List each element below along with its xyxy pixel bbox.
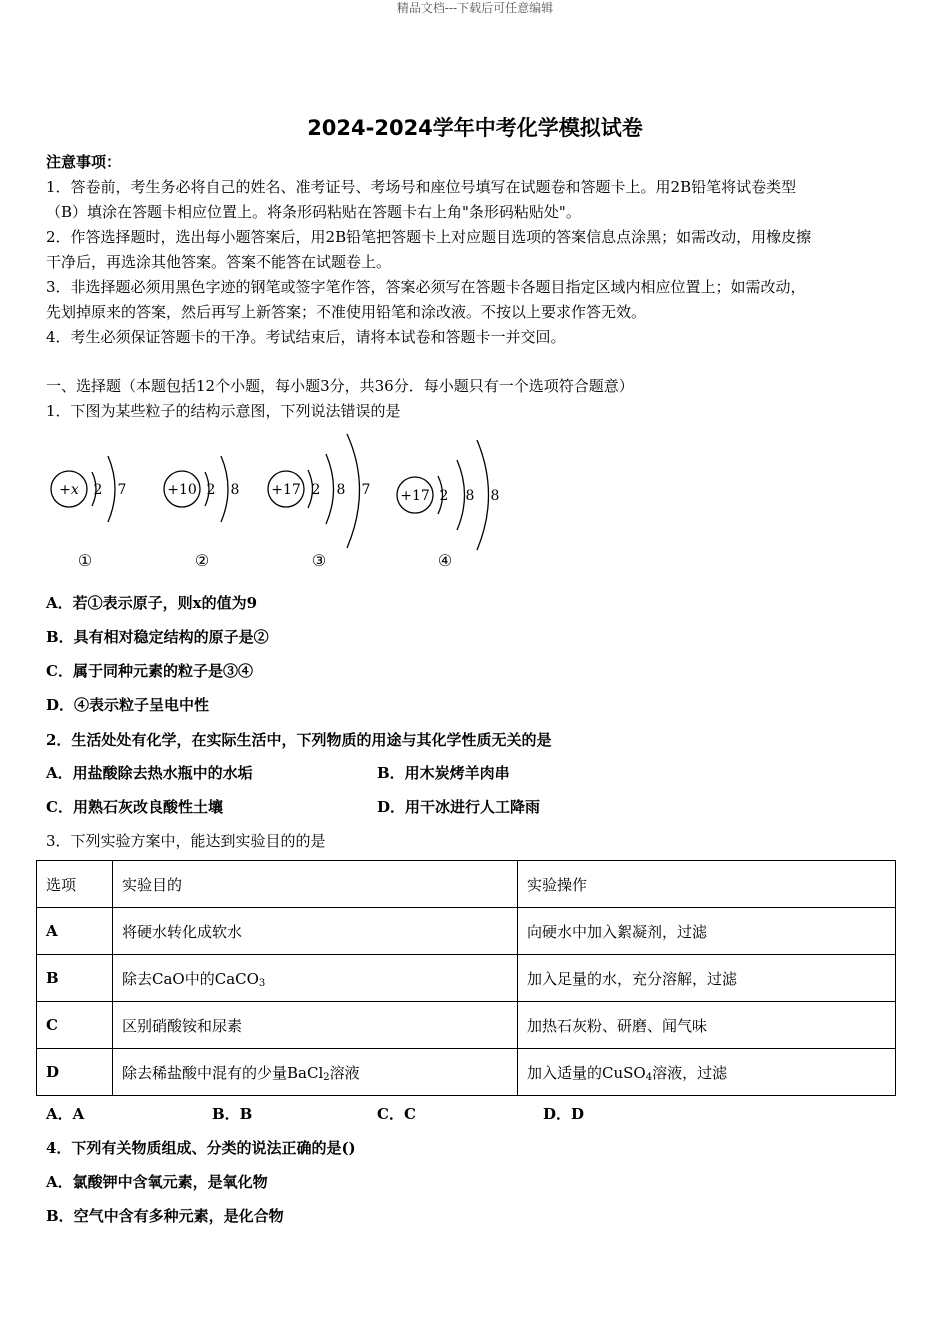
table-cell-purpose: 区别硝酸铵和尿素 bbox=[113, 1002, 518, 1049]
shell-count: 7 bbox=[361, 482, 371, 498]
q1-option-d: D．④表示粒子呈电中性 bbox=[46, 696, 210, 714]
nucleus-label-1: +x bbox=[59, 482, 79, 498]
section-heading: 一、选择题（本题包括12个小题，每小题3分，共36分．每小题只有一个选项符合题意） bbox=[46, 377, 634, 395]
table-cell-operation: 加热石灰粉、研磨、闻气味 bbox=[518, 1002, 896, 1049]
question-3-stem: 3．下列实验方案中，能达到实验目的的是 bbox=[46, 832, 326, 850]
table-row bbox=[37, 908, 896, 955]
table-header-cell: 选项 bbox=[37, 861, 113, 908]
table-row bbox=[37, 1049, 896, 1096]
shell-arc bbox=[457, 460, 465, 530]
page-header: 精品文档---下载后可任意编辑 bbox=[396, 1, 554, 15]
q2-option-c: C．用熟石灰改良酸性土壤 bbox=[46, 798, 223, 816]
diagram-label-3: ③ bbox=[311, 551, 327, 570]
table-cell-option: D bbox=[37, 1049, 113, 1096]
diagram-label-1: ① bbox=[77, 551, 93, 570]
table-cell-operation: 向硬水中加入絮凝剂，过滤 bbox=[518, 908, 896, 955]
table-header-row bbox=[37, 861, 896, 908]
shell-count: 8 bbox=[465, 488, 475, 504]
shell-arc bbox=[347, 434, 360, 548]
table-cell-operation: 加入适量的CuSO$_4$溶液，过滤 bbox=[518, 1049, 896, 1096]
table-cell-purpose: 将硬水转化成软水 bbox=[113, 908, 518, 955]
shell-arc bbox=[326, 454, 334, 524]
shell-arc bbox=[477, 440, 489, 550]
q4-option-b: B．空气中含有多种元素，是化合物 bbox=[46, 1207, 284, 1225]
table-row bbox=[37, 955, 896, 1002]
question-2-stem: 2．生活处处有化学，在实际生活中，下列物质的用途与其化学性质无关的是 bbox=[46, 731, 552, 749]
table-row bbox=[37, 1002, 896, 1049]
shell-count: 7 bbox=[117, 482, 127, 498]
page-title: 2024-2024学年中考化学模拟试卷 bbox=[307, 116, 643, 140]
table-header-cell: 实验目的 bbox=[113, 861, 518, 908]
shell-count: 8 bbox=[230, 482, 240, 498]
nucleus-label-3: +17 bbox=[271, 482, 301, 498]
shell-count: 2 bbox=[311, 482, 321, 498]
nucleus-label-2: +10 bbox=[167, 482, 197, 498]
nucleus-label-4: +17 bbox=[400, 488, 430, 504]
notice-line: 4．考生必须保证答题卡的干净。考试结束后，请将本试卷和答题卡一并交回。 bbox=[46, 328, 566, 346]
table-cell-option: C bbox=[37, 1002, 113, 1049]
q3-option-c: C．C bbox=[377, 1105, 416, 1123]
notice-line: 2．作答选择题时，选出每小题答案后，用2B铅笔把答题卡上对应题目选项的答案信息点涂黑；如需改动，用橡皮擦 bbox=[46, 228, 812, 246]
shell-count: 2 bbox=[206, 482, 216, 498]
question-1-stem: 1．下图为某些粒子的结构示意图，下列说法错误的是 bbox=[46, 402, 401, 420]
notice-line: （B）填涂在答题卡相应位置上。将条形码粘贴在答题卡右上角"条形码粘贴处"。 bbox=[46, 203, 581, 221]
q2-option-a: A．用盐酸除去热水瓶中的水垢 bbox=[46, 764, 253, 782]
question-4-stem: 4．下列有关物质组成、分类的说法正确的是() bbox=[46, 1139, 356, 1157]
shell-count: 8 bbox=[336, 482, 346, 498]
notice-line: 干净后，再选涂其他答案。答案不能答在试题卷上。 bbox=[46, 253, 392, 271]
table-cell-option: A bbox=[37, 908, 113, 955]
experiment-table bbox=[36, 860, 896, 1096]
notice-line: 1．答卷前，考生务必将自己的姓名、准考证号、考场号和座位号填写在试题卷和答题卡上。用2B铅笔将试卷类型 bbox=[46, 178, 797, 196]
q3-option-d: D．D bbox=[543, 1105, 585, 1123]
notice-line: 先划掉原来的答案，然后再写上新答案；不准使用铅笔和涂改液。不按以上要求作答无效。 bbox=[46, 303, 647, 321]
diagram-label-4: ④ bbox=[437, 551, 453, 570]
q3-option-a: A．A bbox=[46, 1105, 85, 1123]
q2-option-d: D．用干冰进行人工降雨 bbox=[377, 798, 541, 816]
table-cell-operation: 加入足量的水，充分溶解，过滤 bbox=[518, 955, 896, 1002]
atomic-structure-diagram bbox=[40, 428, 510, 576]
shell-arc bbox=[108, 456, 115, 522]
q1-option-c: C．属于同种元素的粒子是③④ bbox=[46, 662, 253, 680]
table-header-cell: 实验操作 bbox=[518, 861, 896, 908]
diagram-label-2: ② bbox=[194, 551, 210, 570]
q3-option-b: B．B bbox=[212, 1105, 253, 1123]
q2-option-b: B．用木炭烤羊肉串 bbox=[377, 764, 510, 782]
q1-option-b: B．具有相对稳定结构的原子是② bbox=[46, 628, 269, 646]
table-cell-option: B bbox=[37, 955, 113, 1002]
notice-line: 3．非选择题必须用黑色字迹的钢笔或签字笔作答，答案必须写在答题卡各题目指定区域内相应位置上；如需改动， bbox=[46, 278, 806, 296]
shell-count: 2 bbox=[93, 482, 103, 498]
q4-option-a: A．氯酸钾中含氧元素，是氧化物 bbox=[46, 1173, 268, 1191]
notice-heading: 注意事项： bbox=[46, 153, 122, 171]
shell-arc bbox=[221, 456, 228, 522]
table-cell-purpose: 除去稀盐酸中混有的少量BaCl$_2$溶液 bbox=[113, 1049, 518, 1096]
table-cell-purpose: 除去CaO中的CaCO$_3$ bbox=[113, 955, 518, 1002]
shell-count: 8 bbox=[490, 488, 500, 504]
shell-count: 2 bbox=[439, 488, 449, 504]
q1-option-a: A．若①表示原子，则x的值为9 bbox=[46, 594, 258, 612]
